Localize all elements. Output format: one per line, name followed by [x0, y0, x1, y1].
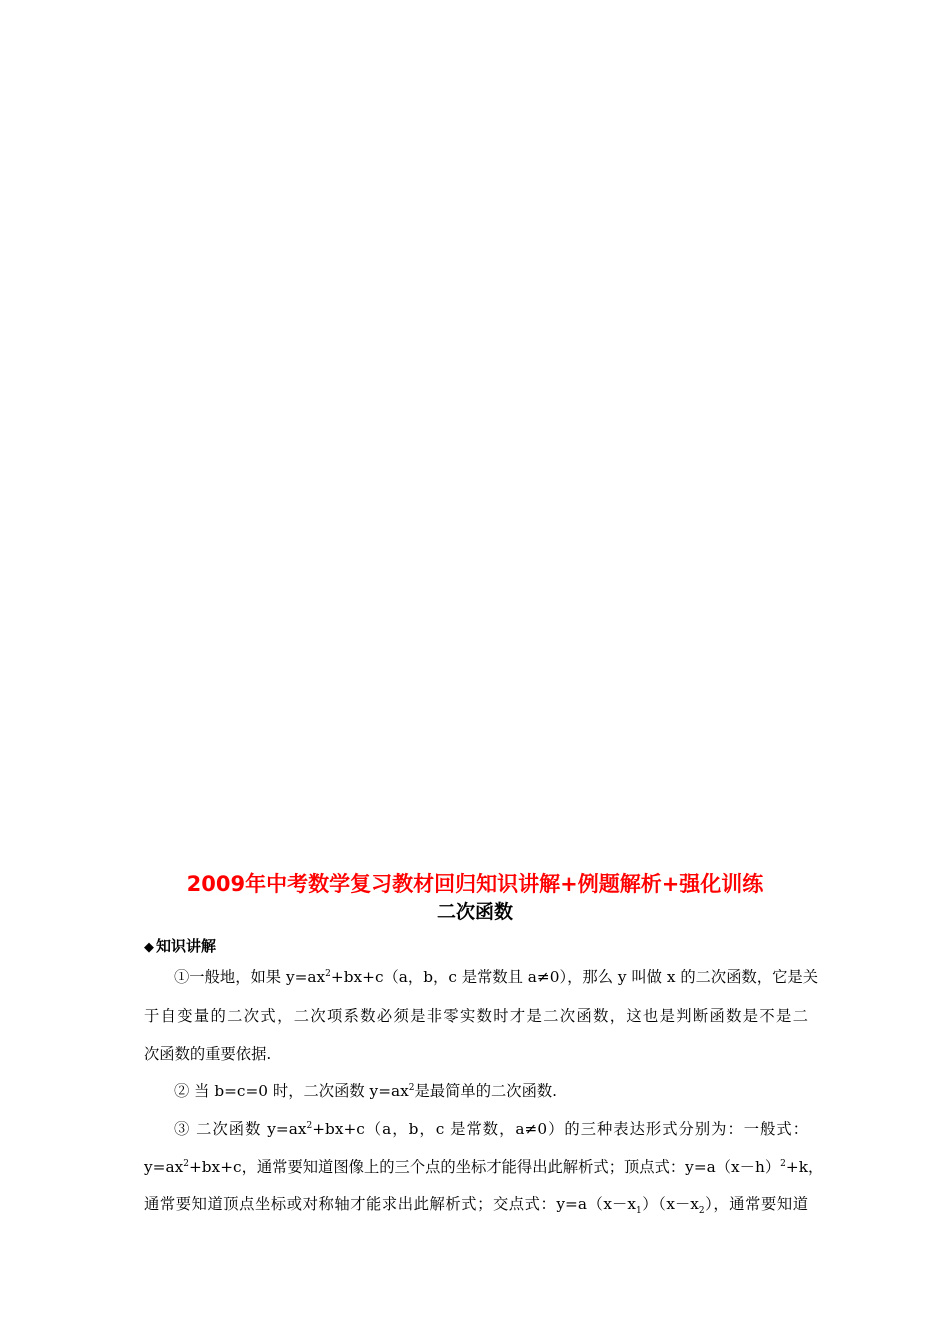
superscript: 2: [306, 1120, 313, 1131]
paragraph-1-line-2: 于自变量的二次式，二次项系数必须是非零实数时才是二次函数，这也是判断函数是不是二: [144, 1007, 808, 1025]
text-run: ③ 二次函数 y=ax: [174, 1120, 307, 1138]
text-run: +k，: [785, 1158, 824, 1176]
section-heading-text: 知识讲解: [156, 937, 217, 955]
paragraph-3-line-1: [174, 1119, 808, 1139]
text-run: ），通常要知道: [704, 1195, 808, 1213]
paragraph-1-line-1: [174, 967, 818, 987]
text-run: y=ax: [144, 1158, 184, 1176]
text-run: ② 当 b=c=0 时，二次函数 y=ax: [174, 1082, 409, 1100]
text-run: +bx+c（a，b，c 是常数，a≠0）的三种表达形式分别为：一般式：: [312, 1120, 808, 1138]
paragraph-3-line-3: [144, 1194, 808, 1217]
text-run: ①一般地，如果 y=ax: [174, 968, 326, 986]
subscript: 1: [635, 1206, 642, 1217]
superscript: 2: [325, 968, 331, 979]
superscript: 2: [183, 1158, 189, 1169]
text-run: +bx+c，通常要知道图像上的三个点的坐标才能得出此解析式；顶点式：y=a（x－h）: [188, 1158, 781, 1176]
superscript: 2: [408, 1082, 415, 1093]
paragraph-2-line-1: [174, 1081, 808, 1101]
diamond-bullet-icon: ◆: [144, 940, 154, 955]
section-heading: [144, 936, 216, 958]
document-title: 2009年中考数学复习教材回归知识讲解+例题解析+强化训练: [186, 872, 764, 896]
document-subtitle: 二次函数: [436, 901, 513, 923]
superscript: 2: [780, 1158, 786, 1169]
subscript: 2: [698, 1206, 705, 1217]
text-run: 是最简单的二次函数.: [414, 1082, 558, 1100]
text-run: +bx+c（a，b，c 是常数且 a≠0），那么 y 叫做 x 的二次函数，它是关: [330, 968, 818, 986]
text-run: 通常要知道顶点坐标或对称轴才能求出此解析式；交点式：y=a（x－x: [144, 1195, 636, 1213]
paragraph-1-line-3: 次函数的重要依据.: [144, 1045, 272, 1063]
text-run: ）（x－x: [641, 1195, 699, 1213]
paragraph-3-line-2: [144, 1157, 824, 1177]
